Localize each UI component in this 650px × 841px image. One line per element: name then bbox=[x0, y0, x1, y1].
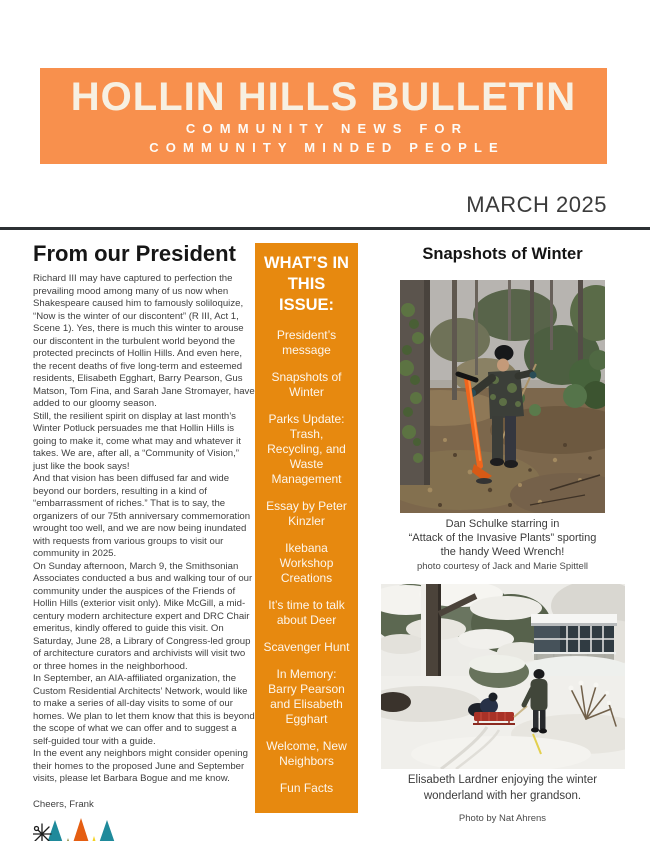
newsletter-title: HOLLIN HILLS BULLETIN bbox=[70, 75, 577, 119]
issue-item: It’s time to talk about Deer bbox=[268, 598, 345, 627]
president-paragraph: Richard III may have captured to perfection the prevailing mood among many of us now when Shakespeare caused him to famously soliloquize, “Now is the winter of our discontent” (R III, Act 1, Scene 1). Yes, there is much this winter to arouse our discontent in the turbulent world beyond the protected precincts of Hollin Hills. And even here, the recent deaths of five long-term and esteemed residents, Elisabeth Egghart, Barry Pearson, Gus Matson, Tom Fina, and Sarah Jane Stromayer, have added to our gloomy season. bbox=[33, 273, 255, 409]
masthead-banner bbox=[40, 68, 607, 164]
president-body bbox=[33, 273, 255, 786]
starburst-icon bbox=[33, 824, 51, 841]
president-paragraph: Still, the resilient spirit on display at last month’s Winter Potluck persuades me that Hollin Hills is going to make it, come what may and whatever it takes. We are, after all, a “Community of Vision,” just like the book says! bbox=[33, 410, 241, 472]
photo1-caption-line: “Attack of the Invasive Plants” sporting bbox=[408, 532, 597, 544]
president-paragraph: And that vision has been diffused far and wide beyond our borders, resulting in a kind of “embarrassment of riches.” That is to say, the organizers of our 75th anniversary commemoration wrought too well, and we are now being inundated with requests from various groups to visit our community in 2025. bbox=[33, 473, 251, 559]
snapshots-column bbox=[375, 243, 630, 825]
photo-invasive-plants bbox=[400, 280, 605, 513]
issue-item: Snapshots of Winter bbox=[271, 370, 342, 399]
president-column bbox=[33, 240, 255, 841]
masthead-divider bbox=[0, 227, 650, 230]
issue-date: MARCH 2025 bbox=[466, 192, 607, 217]
issue-item: Welcome, New Neighbors bbox=[266, 739, 347, 768]
issue-item: Fun Facts bbox=[279, 781, 334, 795]
president-heading: From our President bbox=[33, 241, 236, 266]
issue-item: In Memory: Barry Pearson and Elisabeth Egghart bbox=[268, 667, 345, 726]
president-paragraph: In the event any neighbors might consider opening their homes to the proposed June and September visits, please let Barbara Bogue and me know. bbox=[33, 748, 248, 784]
photo1-credit: photo courtesy of Jack and Marie Spittell bbox=[416, 561, 589, 572]
photo1-caption-line: Dan Schulke starring in bbox=[445, 518, 560, 530]
president-signoff: Cheers, Frank bbox=[33, 798, 94, 810]
photo1-caption-line: the handy Weed Wrench! bbox=[440, 546, 565, 558]
photo-winter-sled bbox=[381, 584, 625, 769]
issue-item: Ikebana Workshop Creations bbox=[279, 541, 334, 585]
issue-item: Scavenger Hunt bbox=[263, 640, 350, 654]
snapshots-heading: Snapshots of Winter bbox=[422, 245, 583, 263]
photo2-caption-line: Elisabeth Lardner enjoying the winter bbox=[407, 774, 598, 786]
diamonds-logo-icon bbox=[33, 818, 129, 841]
tagline-line1: COMMUNITY NEWS FOR bbox=[185, 121, 469, 136]
issue-item: Essay by Peter Kinzler bbox=[266, 499, 347, 528]
photo2-caption-line: wonderland with her grandson. bbox=[423, 789, 582, 802]
issue-panel-heading: WHAT’S IN THIS ISSUE: bbox=[264, 254, 349, 314]
president-paragraph: On Sunday afternoon, March 9, the Smithsonian Associates conducted a bus and walking tour of our community under the auspices of the Friends of Hollin Hills (exterior visit only). Mike McGill, a mid-century modern architecture expert and DRC Chair emeritus, kindly offered to guide this visit. On Saturday, June 28, a Library of Congress-led group of architecture curators and archivists will visit two or three homes in the neighborhood. bbox=[33, 560, 253, 672]
photo2-credit: Photo by Nat Ahrens bbox=[458, 813, 547, 824]
whats-in-this-issue-panel bbox=[255, 243, 358, 813]
issue-item: Parks Update: Trash, Recycling, and Waste Management bbox=[267, 412, 346, 486]
tagline-line2: COMMUNITY MINDED PEOPLE bbox=[149, 140, 505, 155]
issue-item: President’s message bbox=[276, 328, 337, 357]
president-paragraph: In September, an AIA-affiliated organization, the Custom Residential Architects’ Network, would like to make a series of all-day visits to some of our homes. We plan to let them know that this is beyond the scope of what we can offer and to suggest a self-guided tour with a guide. bbox=[33, 673, 255, 747]
hollin-hills-diamonds-logo bbox=[33, 818, 255, 841]
